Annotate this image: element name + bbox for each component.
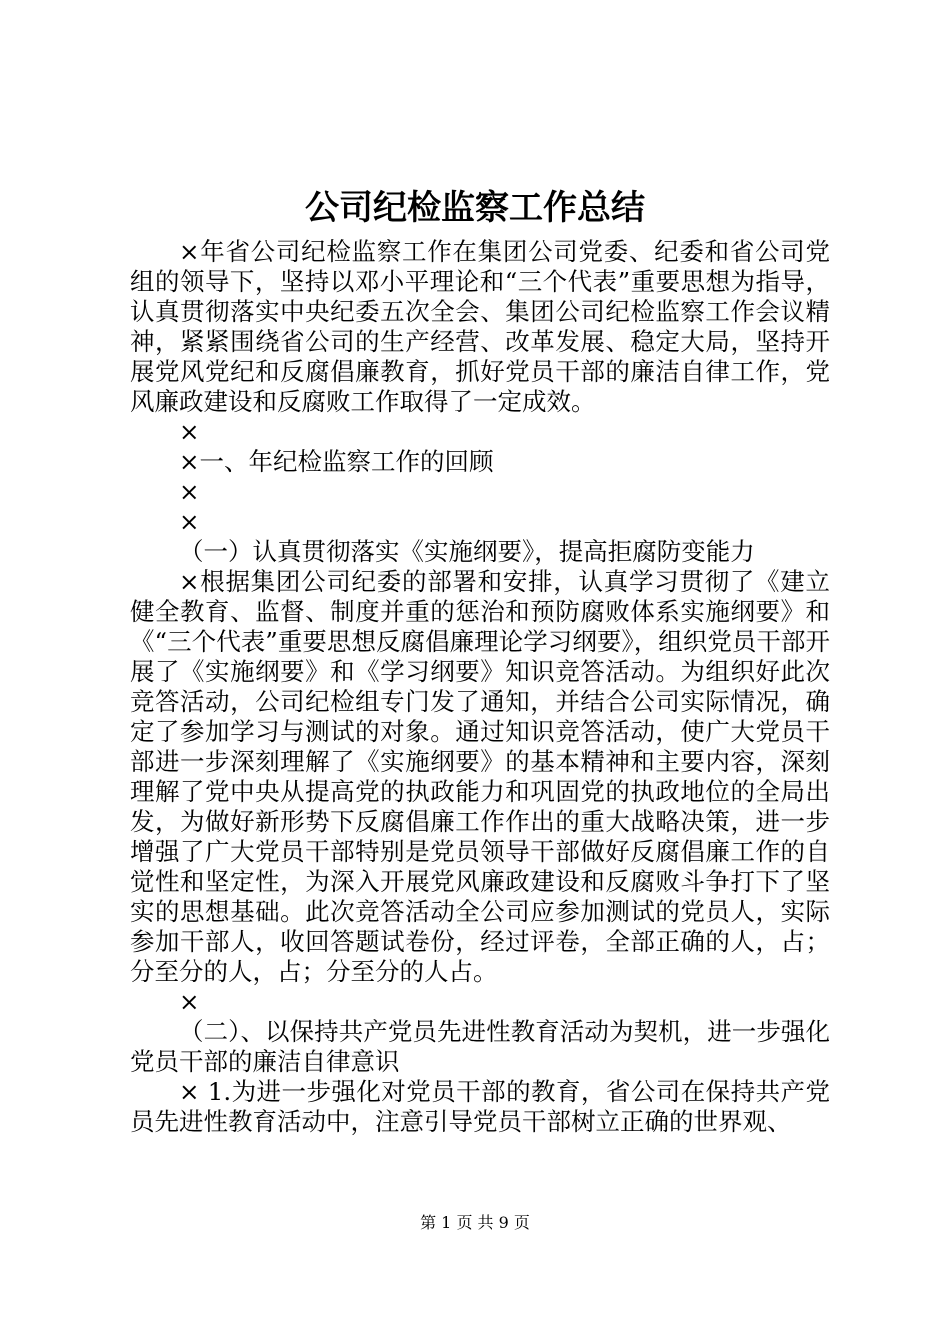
document-title: 公司纪检监察工作总结 [305, 188, 645, 228]
document-body [130, 237, 830, 1137]
paragraph-mark: × [179, 477, 200, 506]
paragraph-mark: × [179, 987, 200, 1016]
paragraph-intro: ×年省公司纪检监察工作在集团公司党委、纪委和省公司党组的领导下，坚持以邓小平理论和“三个代表”重要思想为指导，认真贯彻落实中央纪委五次全会、集团公司纪检监察工作会议精神，紧紧围绕省公司的生产经营、改革发展、稳定大局，坚持开展党风党纪和反腐倡廉教育，抓好党员干部的廉洁自律工作，党风廉政建设和反腐败工作取得了一定成效。 [130, 237, 830, 416]
paragraph-body: × 1.为进一步强化对党员干部的教育，省公司在保持共产党员先进性教育活动中，注意引导党员干部树立正确的世界观、 [130, 1077, 830, 1136]
subsection-heading: （二）、以保持共产党员先进性教育活动为契机，进一步强化党员干部的廉洁自律意识 [130, 1017, 830, 1076]
page-footer: 第 1 页 共 9 页 [420, 1213, 530, 1232]
paragraph-body: ×根据集团公司纪委的部署和安排，认真学习贯彻了《建立健全教育、监督、制度并重的惩治和预防腐败体系实施纲要》和《“三个代表”重要思想反腐倡廉理论学习纲要》，组织党员干部开展了《实施纲要》和《学习纲要》知识竞答活动。为组织好此次竞答活动，公司纪检组专门发了通知，并结合公司实际情况，确定了参加学习与测试的对象。通过知识竞答活动，使广大党员干部进一步深刻理解了《实施纲要》的基本精神和主要内容，深刻理解了党中央从提高党的执政能力和巩固党的执政地位的全局出发，为做好新形势下反腐倡廉工作作出的重大战略决策，进一步增强了广大党员干部特别是党员领导干部做好反腐倡廉工作的自觉性和坚定性，为深入开展党风廉政建设和反腐败斗争打下了坚实的思想基础。此次竞答活动全公司应参加测试的党员人，实际参加干部人，收回答题试卷份，经过评卷，全部正确的人，占；分至分的人，占；分至分的人占。 [130, 567, 830, 986]
paragraph-mark: × [179, 417, 200, 446]
subsection-heading: （一）认真贯彻落实《实施纲要》，提高拒腐防变能力 [179, 537, 755, 566]
paragraph-mark: × [179, 507, 200, 536]
section-heading: ×一、年纪检监察工作的回顾 [179, 447, 494, 476]
